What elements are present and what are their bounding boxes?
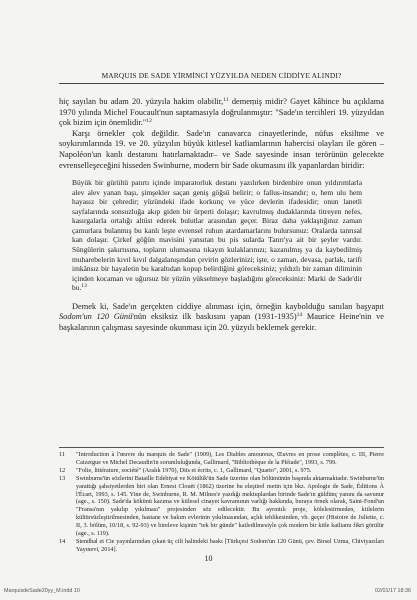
footnote-ref-14[interactable]: 14	[296, 312, 303, 319]
block-quote-text: Büyük bir gürültü patırtı içinde imparatorluk destanı yazılırken birdenbire onun yıldırımlarla alev alev yanan başı, şimşekler saçan geniş göğsü belirir; o fallus-insandır; o, hem ulu hem hayasız bir çehredir; yüzündeki ifade korkunç ve yüce devlerin ifadesidir; onun lanetli sayfalarında sonsuzluğa akıp giden bir ürperti dolaşır; kavrulmuş dudaklarında titreyen nefes, kasırgalarla ortalığı altüst ederek bulutlar arasından geçer. Biraz daha yaklaştığınız zaman çamurlara bulanmış bu kanlı leşte evrensel ruhun atardamarlarını bulursunuz: Oralarda tanrısal kan dolaşır. Çirkef göğün mavisini yansıtan bu pis sularda Tanrı'ya ait bir şeyler vardır. Süngülerin şakırtısına, topların ulumasına tıkayın kulaklarınızı; kazanılmış ya da kaybedilmiş muharebelerin kıvıl kıvıl dalgalanışından çevirin gözlerinizi; işte, o zaman, devasa, parlak, tarifi imkânsız bir hayaletin bu karaltıdan kopup belirdiğini göreceksiniz; yıldızlı bir zaman diliminin içinden kocaman ve uğursuz bir yüzün yükselmeye başladığını göreceksiniz: Marki de Sade'dir bu.	[72, 178, 362, 293]
footnote-number: 12	[59, 466, 66, 474]
footnotes	[59, 447, 384, 554]
footnote	[59, 538, 384, 554]
footnote	[59, 451, 384, 467]
paragraph-2: Karşı örnekler çok değildir. Sade'ın canavarca cinayetlerinde, nüfus eksiltme ve soykırımlarında 19. ve 20. yüzyılın büyük kitlesel katliamlarının habercisi olayları ile gören –Napoléon'un kanlı destanını hatırlamaktadır– ve Sade sayesinde insan terörünün gelecekte evrenselleşeceğini hisseden Swinburne, modern bir Sade okumasını ilk yapanlardan biridir:	[59, 128, 384, 170]
print-slug-filename: MarquisdeSade20yy_M.indd 10	[4, 588, 80, 594]
block-quote	[72, 178, 362, 293]
footnote	[59, 475, 384, 538]
paragraph-3: Demek ki, Sade'ın gerçekten ciddiye alınması için, örneğin kaybolduğu sanılan başyapıt Sodom'un 120 Günü'nün eksiksiz ilk baskısını yapan (1931-1935)$^{14}$ Maurice Heine'nin ve başkalarının çalışması sayesinde okunması için 20. yüzyılı beklemek gerekir.	[59, 301, 384, 332]
paragraph-1: hiç sayılan bu adam 20. yüzyıla hakim olabilir,$^{11}$ demeṃiş midir? Gayet kâhince bu açıklama 1970 yılında Michel Foucault'nun saptamasıyla doğrulanmıştır: "Sade'ın tercihleri 19. yüzyıldan çok bizim için önemlidir."$^{12}$	[59, 97, 384, 128]
footnote-text: Swinburne'ün sözlerini Bataille Edebiyat ve Kötülük'ün Sade üzerine olan bölümünün başında aktarmaktadır. Swinburne'ün yarattığı şahsiyetlerden biri olan Ernest Clouët (1862) üzerine bu eleştirel metin için bkz. Apologie de Sade, Éditions À l'Écart, 1993, s. 145. Yine de, Swinburne, R. M. Milnes'e yazdığı mektuplardan birinde Sade'ın güldünç yanını da savunur (age., s. 150). Sade'da kökünü kazıma ve kitlesel cinayet kavramının varlığı hakkında, buraya örnek olarak, Saint-Fond'un "Fransa'nın yakılıp yıkılması" projesinden söz edilecektir. Bu ayrıntılı proje, kölelestirmeden, kitlelerin kültürsüzleştirilmesinden, hastane ve bakım evlerinin yıkılmasından, açlık tehlikesinden, vb. geçer (Histoire de Juliette, c. II, 3. bölüm, 10/18, s. 92-93) ve bireleve kişinin "tek bir günde" katledilmesiyle çok modern bir kitle katliamı fikri görülür (age., s. 119).	[76, 474, 384, 538]
footnote-number: 11	[59, 451, 65, 458]
footnote	[59, 467, 384, 475]
footnote-ref-11[interactable]: 11	[223, 97, 229, 103]
page-number: 10	[204, 554, 213, 563]
footnote-ref-12[interactable]: 12	[146, 118, 152, 125]
footnote-text: "Folie, littérature, société" (Aralık 1970), Dits et écrits, c. 1, Gallimard, "Quarto", 2001, s. 975.	[76, 466, 312, 474]
footnote-text: "Introduction à l'œuvre du marquis de Sade" (1909), Les Diables amoureux, Œuvres en prose complètes, c. III, Pierre Caizergue ve Michel Decaudin'in sorumluluğunda, Gallimard, "Bibliothèque de la Pléiade", 1993, s. 799.	[76, 451, 384, 466]
footnote-ref-13[interactable]: 13	[81, 283, 87, 290]
footnote-text: Stendhal et Cie yayınlarından çıkan üç cilt halindeki baskı [Türkçesi Sodom'un 120 Günü, çev. Birsel Uzma, Chiviyazıları Yayınevi, 2014].	[76, 537, 384, 553]
running-header: MARQUIS DE SADE YİRMİNCİ YÜZYILDA NEDEN CİDDİYE ALINDI?	[59, 71, 384, 84]
footnote-number: 13	[59, 474, 66, 482]
italic-title: Sodom'un 120 Günü	[59, 312, 133, 322]
main-text	[59, 97, 384, 334]
footnote-number: 14	[59, 537, 66, 545]
print-slug-timestamp: 02/01/17 18:36	[375, 588, 411, 594]
